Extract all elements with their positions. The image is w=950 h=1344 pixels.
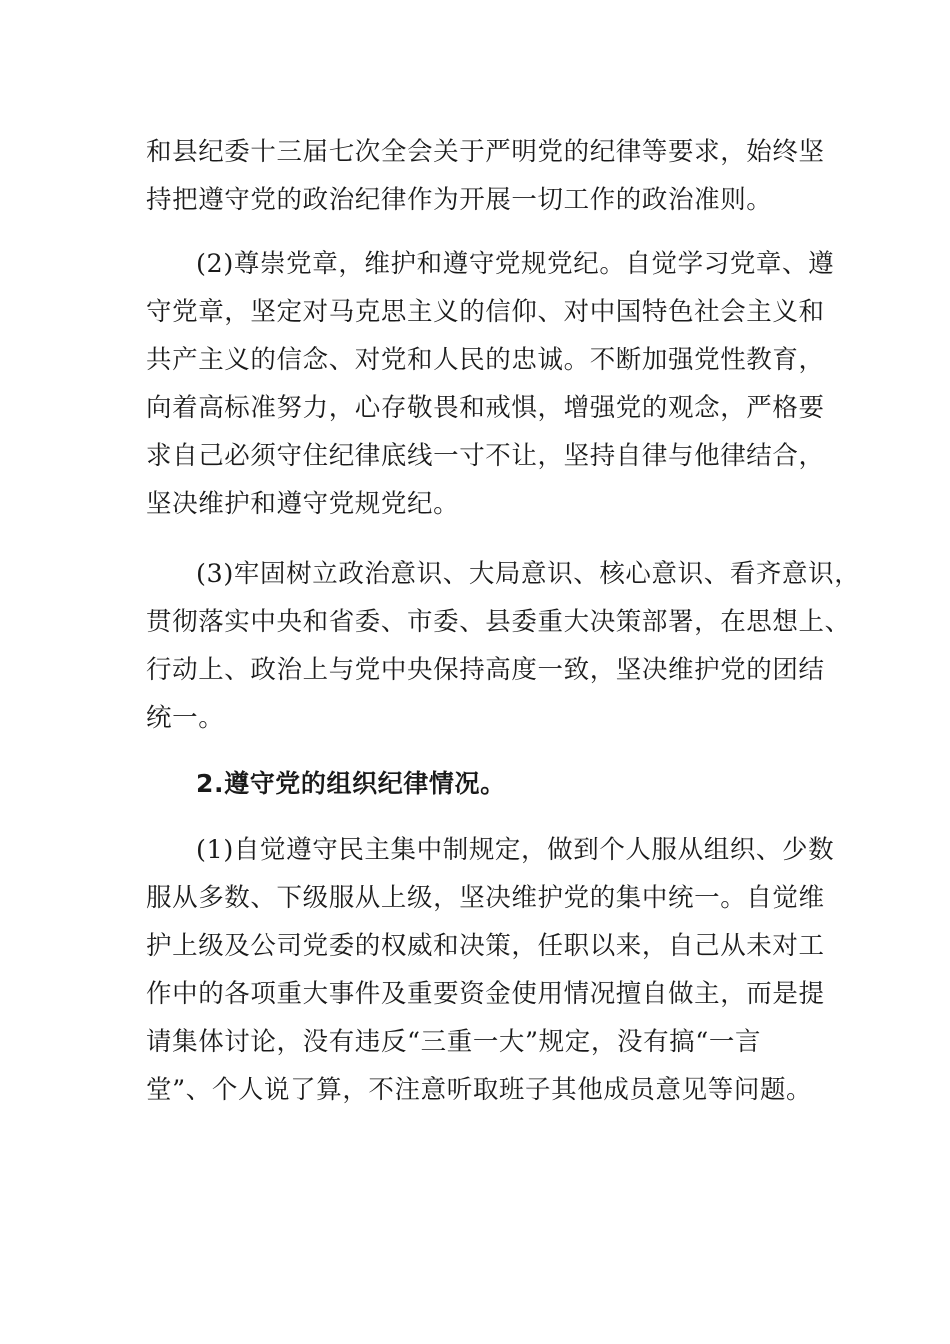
text-line: (2)尊崇党章，维护和遵守党规党纪。自觉学习党章、遵: [196, 249, 835, 279]
text-line: 统一。: [146, 703, 225, 733]
text-line: 持把遵守党的政治纪律作为开展一切工作的政治准则。: [146, 185, 773, 215]
text-line: 和县纪委十三届七次全会关于严明党的纪律等要求，始终坚: [146, 137, 825, 167]
text-line: 护上级及公司党委的权威和决策，任职以来，自己从未对工: [146, 931, 825, 961]
section-heading: 2.遵守党的组织纪律情况。: [196, 769, 506, 798]
text-line: (1)自觉遵守民主集中制规定，做到个人服从组织、少数: [196, 835, 835, 865]
text-line: 作中的各项重大事件及重要资金使用情况擅自做主，而是提: [146, 979, 825, 1009]
text-line: 请集体讨论，没有违反“三重一大”规定，没有搞“一言: [146, 1027, 762, 1057]
text-line: 共产主义的信念、对党和人民的忠诚。不断加强党性教育，: [146, 345, 825, 375]
text-line: 求自己必须守住纪律底线一寸不让，坚持自律与他律结合，: [146, 441, 825, 471]
text-line: (3)牢固树立政治意识、大局意识、核心意识、看齐意识，: [196, 559, 861, 589]
text-line: 服从多数、下级服从上级，坚决维护党的集中统一。自觉维: [146, 883, 825, 913]
text-line: 坚决维护和遵守党规党纪。: [146, 489, 460, 519]
text-line: 堂”、个人说了算，不注意听取班子其他成员意见等问题。: [146, 1075, 813, 1105]
text-line: 贯彻落实中央和省委、市委、县委重大决策部署，在思想上、: [146, 607, 851, 637]
text-line: 守党章，坚定对马克思主义的信仰、对中国特色社会主义和: [146, 297, 825, 327]
text-line: 向着高标准努力，心存敬畏和戒惧，增强党的观念，严格要: [146, 393, 825, 423]
text-line: 行动上、政治上与党中央保持高度一致，坚决维护党的团结: [146, 655, 825, 685]
